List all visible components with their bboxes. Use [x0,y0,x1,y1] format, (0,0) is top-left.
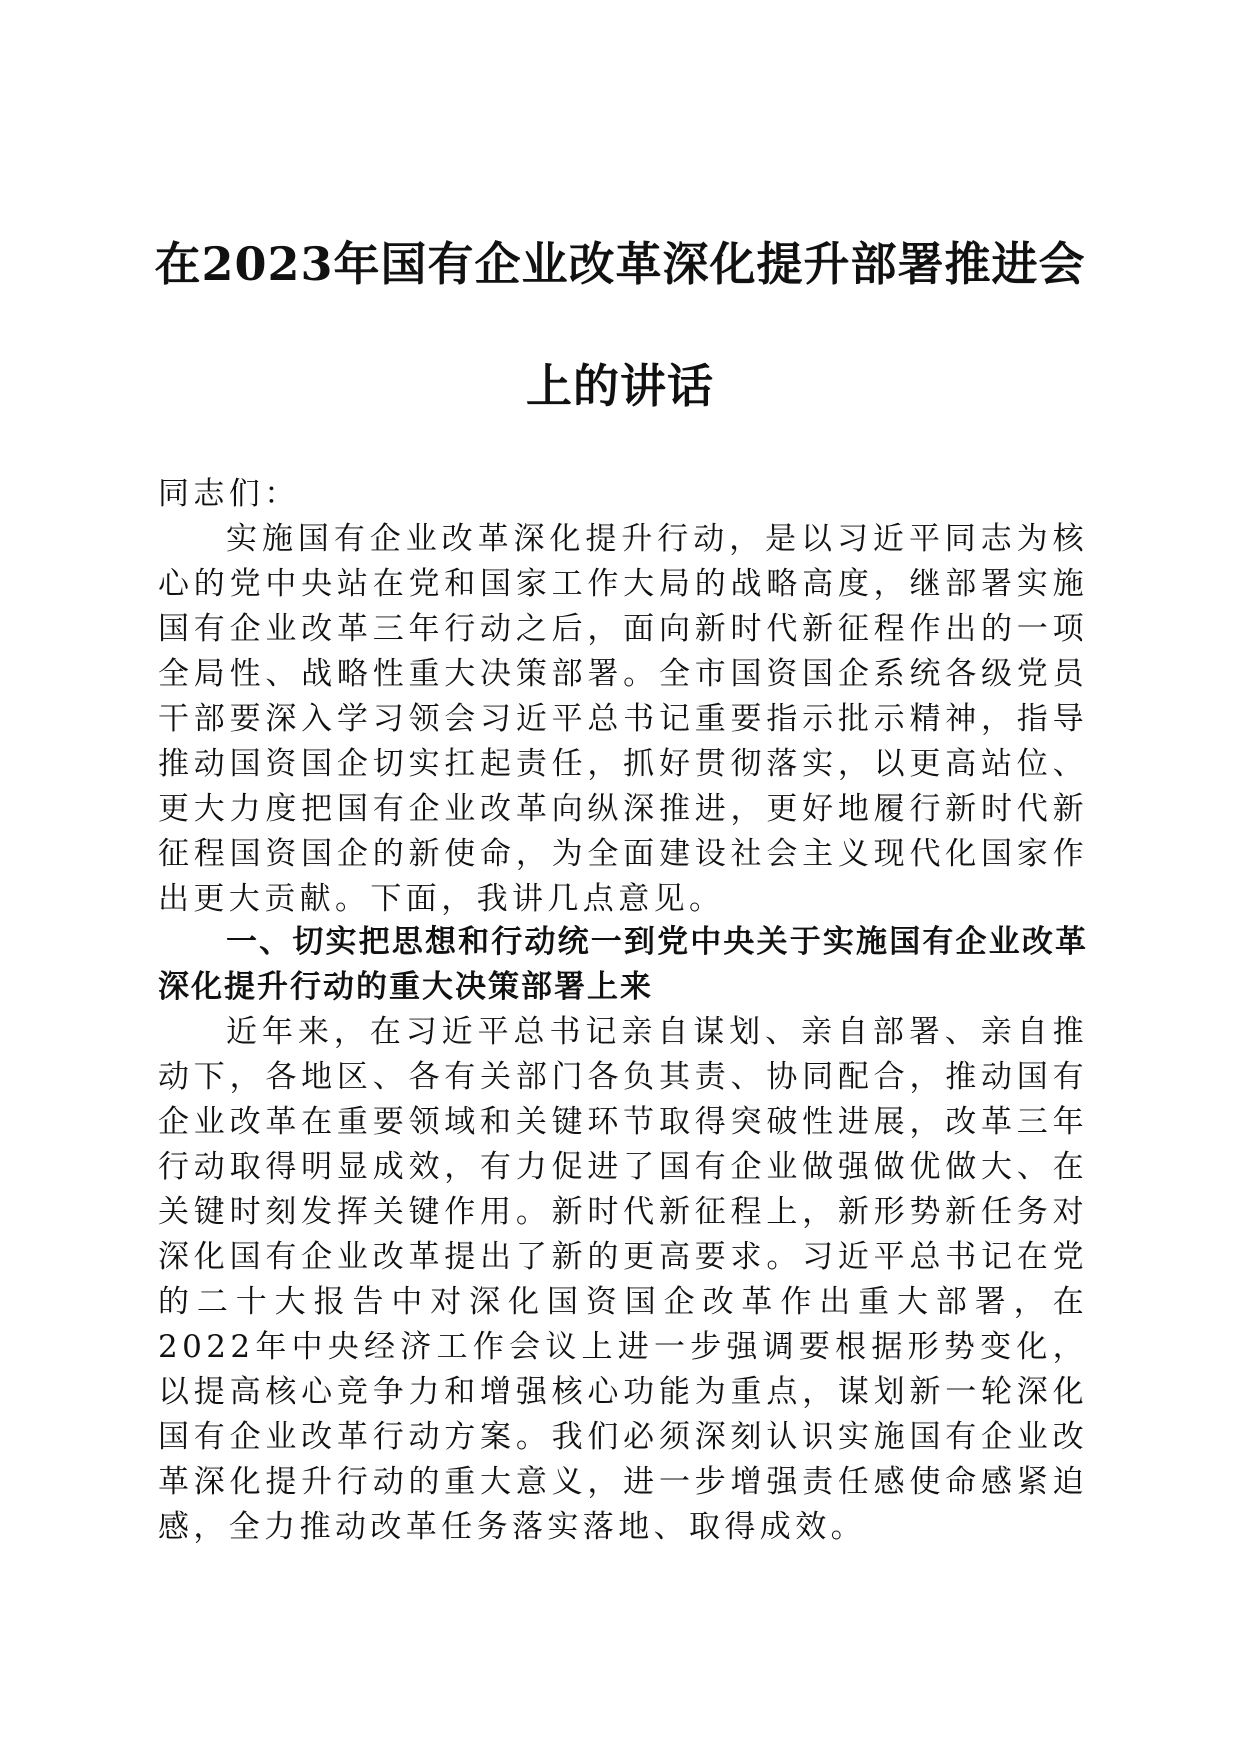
paragraph-section-1: 近年来，在习近平总书记亲自谋划、亲自部署、亲自推动下，各地区、各有关部门各负其责、协同配合，推动国有企业改革在重要领域和关键环节取得突破性进展，改革三年行动取得明显成效，有力促进了国有企业做强做优做大、在关键时刻发挥关键作用。新时代新征程上，新形势新任务对深化国有企业改革提出了新的更高要求。习近平总书记在党的二十大报告中对深化国资国企改革作出重大部署，在2022年中央经济工作会议上进一步强调要根据形势变化，以提高核心竞争力和增强核心功能为重点，谋划新一轮深化国有企业改革行动方案。我们必须深刻认识实施国有企业改革深化提升行动的重大意义，进一步增强责任感使命感紧迫感，全力推动改革任务落实落地、取得成效。 [158,1014,1088,1545]
paragraph-intro: 实施国有企业改革深化提升行动，是以习近平同志为核心的党中央站在党和国家工作大局的战略高度，继部署实施国有企业改革三年行动之后，面向新时代新征程作出的一项全局性、战略性重大决策部署。全市国资国企系统各级党员干部要深入学习领会习近平总书记重要指示批示精神，指导推动国资国企切实扛起责任，抓好贯彻落实，以更高站位、更大力度把国有企业改革向纵深推进，更好地履行新时代新征程国资国企的新使命，为全面建设社会主义现代化国家作出更大贡献。下面，我讲几点意见。 [158,521,1088,917]
document-title-line-2: 上的讲话 [526,359,714,413]
section-heading-1: 一、切实把思想和行动统一到党中央关于实施国有企业改革深化提升行动的重大决策部署上来 [158,924,1088,1005]
salutation: 同志们： [158,476,300,512]
document-title-line-1: 在2023年国有企业改革深化提升部署推进会 [154,237,1086,291]
